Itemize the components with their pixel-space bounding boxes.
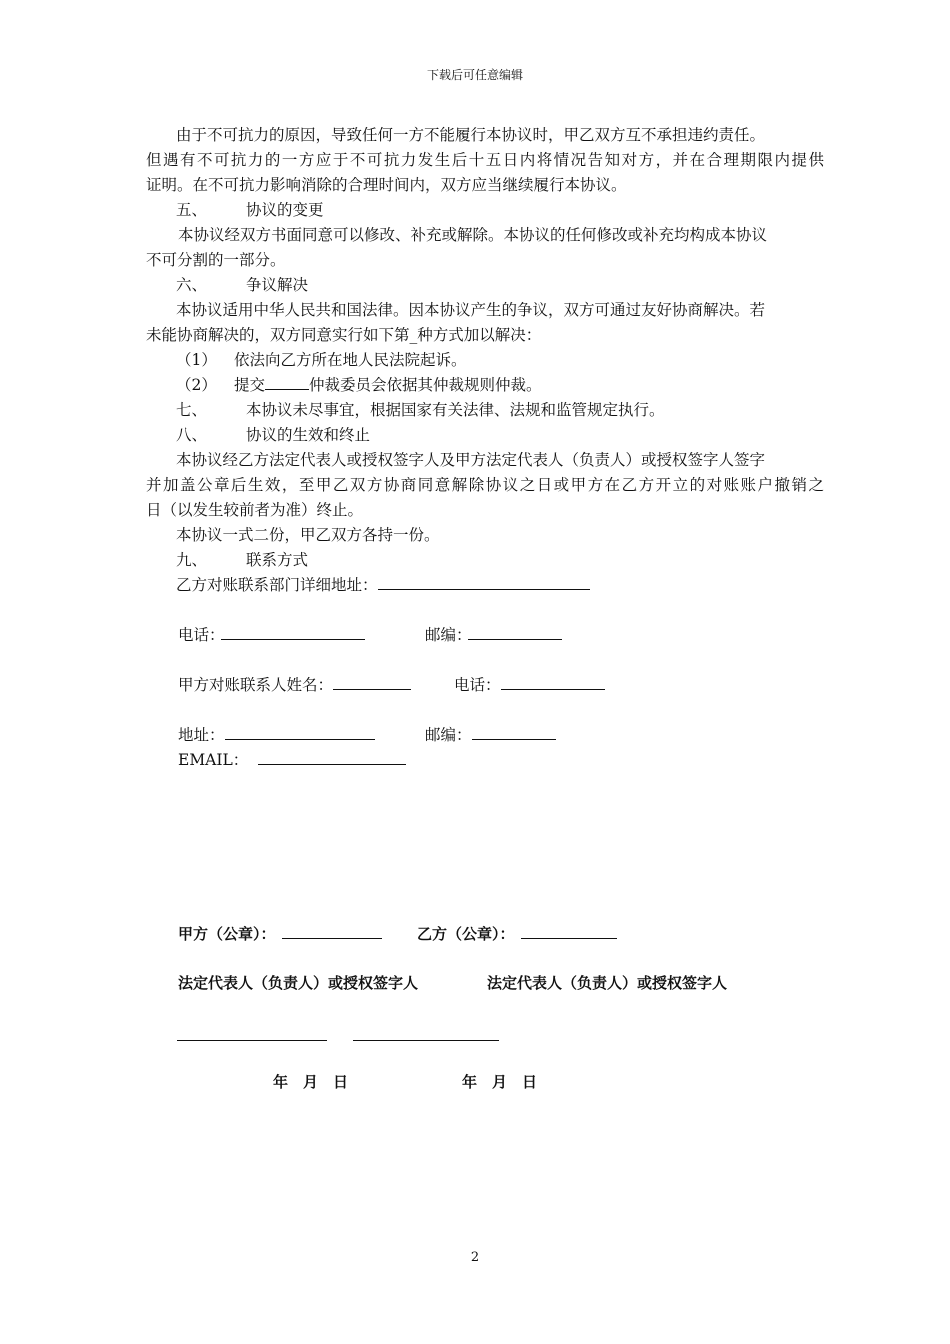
party-b-date: 年 月 日 <box>462 1073 538 1091</box>
section-8-line-4: 本协议一式二份，甲乙双方各持一份。 <box>176 526 440 544</box>
email-field[interactable] <box>258 750 406 765</box>
party-a-seal-field[interactable] <box>282 924 382 939</box>
section-8-line-3: 日（以发生较前者为准）终止。 <box>146 501 364 519</box>
section-9-heading <box>176 548 308 573</box>
page-header: 下载后可任意编辑 <box>426 68 523 82</box>
option-2-number: （2） <box>176 376 217 394</box>
section-6-title: 争议解决 <box>246 276 309 294</box>
party-a-contact-row <box>178 673 411 698</box>
party-b-phone-label: 电话： <box>178 626 225 644</box>
email-label: EMAIL： <box>178 751 249 769</box>
party-a-phone-label: 电话： <box>454 676 501 694</box>
section-6-option-2 <box>176 373 542 398</box>
email-row <box>178 748 406 773</box>
force-majeure-line-2: 但遇有不可抗力的一方应于不可抗力发生后十五日内将情况告知对方，并在合理期限内提供 <box>146 151 824 169</box>
party-b-zip-label: 邮编： <box>425 626 472 644</box>
party-b-zip-field[interactable] <box>468 625 562 640</box>
section-7-title: 本协议未尽事宜，根据国家有关法律、法规和监管规定执行。 <box>246 401 665 419</box>
party-a-seal-row <box>178 922 382 947</box>
page-number: 2 <box>470 1250 480 1265</box>
option-2-suffix: 仲裁委员会依据其仲裁规则仲裁。 <box>309 376 542 394</box>
party-b-phone-field[interactable] <box>221 625 365 640</box>
force-majeure-line-3: 证明。在不可抗力影响消除的合理时间内，双方应当继续履行本协议。 <box>146 176 627 194</box>
section-8-title: 协议的生效和终止 <box>246 426 371 444</box>
section-5-line-1: 本协议经双方书面同意可以修改、补充或解除。本协议的任何修改或补充均构成本协议 <box>178 226 768 244</box>
section-6-heading <box>176 273 308 298</box>
party-a-seal-label: 甲方（公章）： <box>178 925 276 943</box>
section-5-line-2: 不可分割的一部分。 <box>146 251 286 269</box>
party-b-address-label: 乙方对账联系部门详细地址： <box>176 576 378 594</box>
section-9-number: 九、 <box>176 551 208 569</box>
party-a-zip-row <box>425 723 556 748</box>
party-a-contact-label: 甲方对账联系人姓名： <box>178 676 334 694</box>
party-a-signature-line[interactable] <box>177 1040 327 1041</box>
force-majeure-line-1: 由于不可抗力的原因，导致任何一方不能履行本协议时，甲乙双方互不承担违约责任。 <box>176 126 766 144</box>
section-9-title: 联系方式 <box>246 551 309 569</box>
option-1-number: （1） <box>176 351 217 369</box>
section-6-line-1: 本协议适用中华人民共和国法律。因本协议产生的争议，双方可通过友好协商解决。若 <box>176 301 766 319</box>
party-b-address-field[interactable] <box>378 575 590 590</box>
party-a-date: 年 月 日 <box>273 1073 349 1091</box>
section-8-line-2: 并加盖公章后生效，至甲乙双方协商同意解除协议之日或甲方在乙方开立的对账账户撤销之 <box>146 476 824 494</box>
section-6-number: 六、 <box>176 276 208 294</box>
party-a-zip-label: 邮编： <box>425 726 472 744</box>
party-b-zip-row <box>425 623 562 648</box>
section-5-heading <box>176 198 324 223</box>
party-b-phone-row <box>178 623 365 648</box>
party-b-address-row <box>176 573 590 598</box>
section-6-option-1 <box>176 348 467 373</box>
party-b-seal-field[interactable] <box>521 924 617 939</box>
party-a-representative-label: 法定代表人（负责人）或授权签字人 <box>178 974 419 992</box>
party-a-phone-row <box>454 673 605 698</box>
section-7-heading <box>176 398 665 423</box>
party-b-signature-line[interactable] <box>353 1040 499 1041</box>
party-b-seal-label: 乙方（公章）： <box>417 925 515 943</box>
section-8-number: 八、 <box>176 426 208 444</box>
section-8-line-1: 本协议经乙方法定代表人或授权签字人及甲方法定代表人（负责人）或授权签字人签字 <box>176 451 766 469</box>
party-a-phone-field[interactable] <box>501 675 605 690</box>
party-a-contact-field[interactable] <box>333 675 411 690</box>
section-6-line-2: 未能协商解决的，双方同意实行如下第_种方式加以解决： <box>146 326 542 344</box>
section-5-title: 协议的变更 <box>246 201 324 219</box>
option-2-prefix: 提交 <box>234 376 266 394</box>
option-1-text: 依法向乙方所在地人民法院起诉。 <box>234 351 467 369</box>
party-b-seal-row <box>417 922 617 947</box>
party-a-address-label: 地址： <box>178 726 225 744</box>
party-b-representative-label: 法定代表人（负责人）或授权签字人 <box>487 974 728 992</box>
party-a-address-row <box>178 723 375 748</box>
section-7-number: 七、 <box>176 401 208 419</box>
section-5-number: 五、 <box>176 201 208 219</box>
party-a-address-field[interactable] <box>225 725 375 740</box>
party-a-zip-field[interactable] <box>472 725 556 740</box>
arbitration-blank[interactable] <box>265 375 309 390</box>
section-8-heading <box>176 423 370 448</box>
